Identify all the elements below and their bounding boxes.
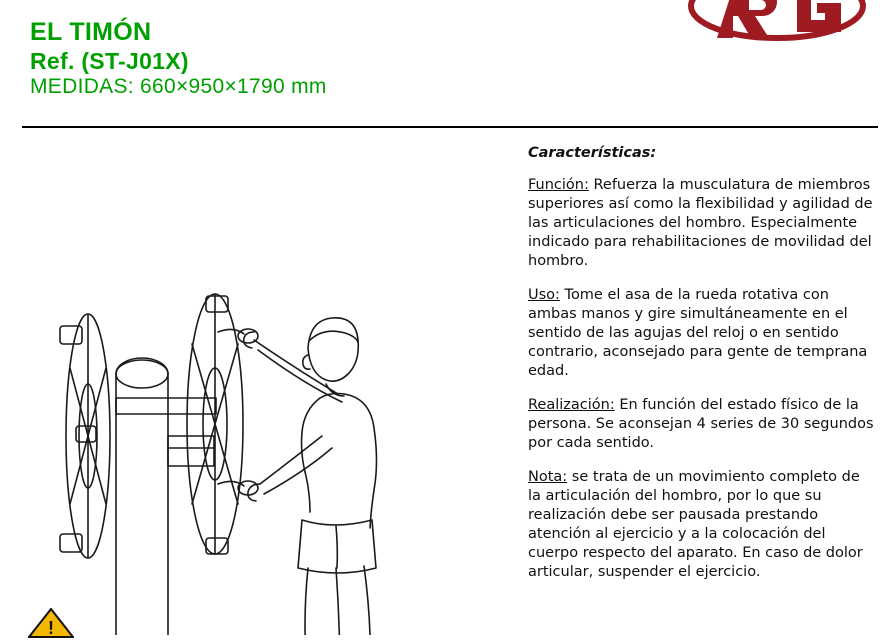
characteristics-heading: Características:: [528, 145, 657, 161]
title-block: [30, 18, 327, 99]
characteristic-nota-text: se trata de un movimiento completo de la articulación del hombro, por lo que su realización debe ser pausada prestando atención al ejercicio y a la colocación del cuerpo respecto del aparato. En caso de dolor articular, suspender el ejercicio.: [528, 468, 863, 581]
characteristic-uso: [528, 286, 874, 382]
shoulder-wheel-exercise-machine-illustration: [20, 136, 500, 635]
svg-text:!: !: [48, 618, 54, 638]
characteristics-pane: [528, 145, 874, 595]
characteristic-funcion: [528, 176, 874, 272]
characteristic-nota: [528, 468, 874, 583]
header-divider: [22, 126, 878, 128]
page-title: EL TIMÓN: [30, 18, 152, 46]
characteristic-nota-label: Nota:: [528, 468, 568, 485]
rg-logo: [657, 0, 887, 64]
product-reference: Ref. (ST-J01X): [30, 47, 189, 74]
characteristic-realizacion: [528, 396, 874, 453]
warning-triangle-icon: [28, 608, 74, 638]
characteristic-uso-text: Tome el asa de la rueda rotativa con ambas manos y gire simultáneamente en el sentido de las agujas del reloj o en sentido contrario, aconsejado para gente de temprana edad.: [528, 286, 868, 380]
characteristic-funcion-text: Refuerza la musculatura de miembros superiores así como la flexibilidad y agilidad de las articulaciones del hombro. Especialmente indicado para rehabilitaciones de movilidad del hombro.: [528, 176, 873, 269]
page-header: [0, 0, 895, 122]
product-dimensions: MEDIDAS: 660×950×1790 mm: [30, 74, 327, 98]
characteristic-uso-label: Uso:: [528, 286, 560, 303]
characteristic-realizacion-text: En función del estado físico de la persona. Se aconsejan 4 series de 30 segundos por cada sentido.: [528, 396, 874, 451]
characteristic-realizacion-label: Realización:: [528, 396, 615, 413]
characteristic-funcion-label: Función:: [528, 176, 589, 193]
